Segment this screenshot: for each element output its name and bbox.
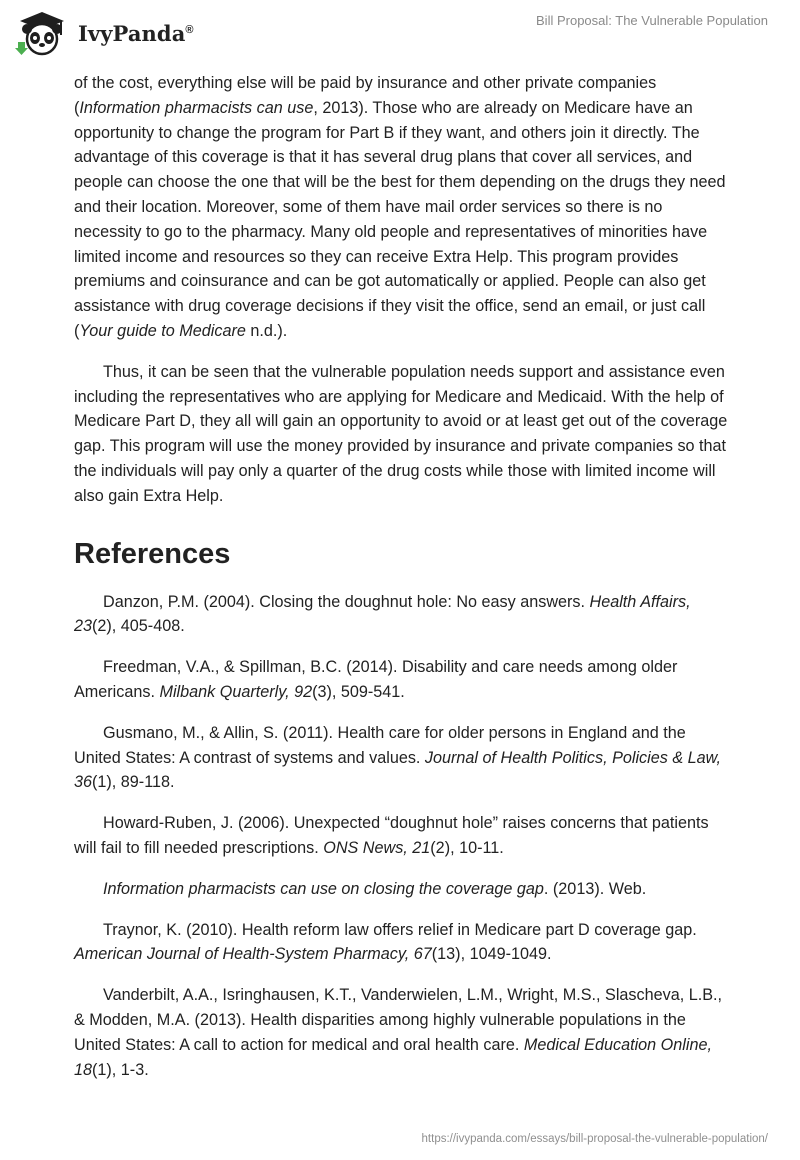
source-url[interactable]: https://ivypanda.com/essays/bill-proposal-the-vulnerable-population/ <box>421 1133 768 1145</box>
paragraph-1: of the cost, everything else will be paid by insurance and other private companies (Information pharmacists can use, 2013). Those who are already on Medicare have an opportunity to change the program for Part B if they want, and others join it directly. The advantage of this coverage is that it has several drug plans that cover all services, and people can choose the one that will be the best for them depending on the drugs they need and their location. Moreover, some of them have mail order services so there is no necessity to go to the pharmacy. Many old people and representatives of minorities have limited income and resources so they can receive Extra Help. This program provides premiums and coinsurance and can be got automatically or applied. People can also get assistance with drug coverage decisions if they visit the office, send an email, or just call (Your guide to Medicare n.d.). <box>74 74 726 340</box>
panda-graduate-icon <box>14 8 70 58</box>
references-heading: References <box>74 537 231 570</box>
reference-item: Danzon, P.M. (2004). Closing the doughnut hole: No easy answers. Health Affairs, 23(2), 405-408. <box>74 592 691 636</box>
reference-item: Howard-Ruben, J. (2006). Unexpected “doughnut hole” raises concerns that patients will fail to fill needed prescriptions. ONS News, 21(2), 10-11. <box>74 814 709 857</box>
reference-item: Traynor, K. (2010). Health reform law offers relief in Medicare part D coverage gap. American Journal of Health-System Pharmacy, 67(13), 1049-1049. <box>74 920 697 964</box>
brand-name: IvyPanda® <box>78 20 194 46</box>
reference-item: Freedman, V.A., & Spillman, B.C. (2014). Disability and care needs among older Americans. Milbank Quarterly, 92(3), 509-541. <box>74 658 678 701</box>
reference-item: Vanderbilt, A.A., Isringhausen, K.T., Vanderwielen, L.M., Wright, M.S., Slascheva, L.B., & Modden, M.A. (2013). Health disparities among highly vulnerable populations in the United States: A call to action for medical and oral health care. Medical Education Online, 18(1), 1-3. <box>74 986 723 1079</box>
paragraph-2: Thus, it can be seen that the vulnerable population needs support and assistance even including the representatives who are applying for Medicare and Medicaid. With the help of Medicare Part D, they all will gain an opportunity to avoid or at least get out of the coverage gap. This program will use the money provided by insurance and private companies so that the individuals will pay only a quarter of the drug costs while those with limited income will also gain Extra Help. <box>74 362 728 505</box>
page-header <box>0 0 800 70</box>
reference-item: Gusmano, M., & Allin, S. (2011). Health care for older persons in England and the United States: A contrast of systems and values. Journal of Health Politics, Policies & Law, 36(1), 89-118. <box>74 723 721 792</box>
reference-item: Information pharmacists can use on closing the coverage gap. (2013). Web. <box>103 879 647 898</box>
essay-content <box>74 71 730 1098</box>
document-title: Bill Proposal: The Vulnerable Population <box>536 13 768 28</box>
brand-logo[interactable] <box>14 8 194 58</box>
